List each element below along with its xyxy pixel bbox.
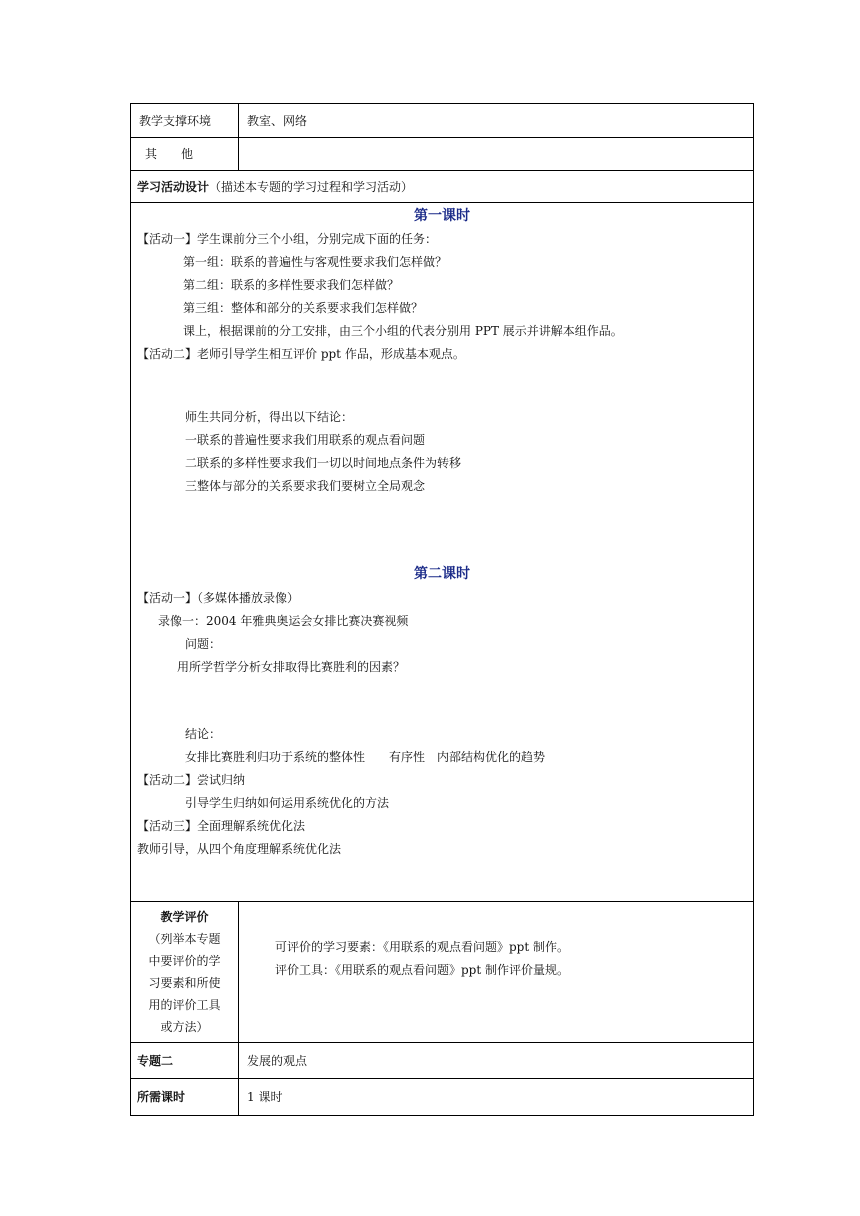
lesson2-line-7: 引导学生归纳如何运用系统优化的方法: [185, 796, 390, 810]
env-value-cell: [239, 104, 754, 138]
activity-header-row: [131, 171, 754, 203]
activity-header-bold: 学习活动设计: [137, 179, 210, 194]
other-label: 其 他: [145, 147, 194, 161]
hours-value: 1 课时: [247, 1090, 283, 1104]
lesson1-line-7: 一联系的普遍性要求我们用联系的观点看问题: [185, 433, 426, 447]
lesson2-line-2: 问题：: [185, 637, 222, 651]
lesson2-line-4: 结论：: [185, 727, 222, 741]
env-row: [131, 104, 754, 138]
lesson-plan-table: [130, 103, 754, 1116]
lesson2-line-3: 用所学哲学分析女排取得比赛胜利的因素？: [177, 660, 406, 674]
env-value: 教室、网络: [247, 113, 308, 128]
evaluation-desc-3: 用的评价工具: [148, 998, 221, 1012]
evaluation-row: [131, 902, 754, 1043]
evaluation-content-cell: [239, 902, 754, 1043]
lesson2-line-6: 【活动二】尝试归纳: [137, 773, 246, 787]
topic2-label: 专题二: [137, 1053, 174, 1068]
evaluation-title: 教学评价: [160, 910, 209, 924]
lesson2-line-9: 教师引导，从四个角度理解系统优化法: [137, 842, 342, 856]
lesson1-line-9: 三整体与部分的关系要求我们要树立全局观念: [185, 479, 426, 493]
lesson1-title: 第一课时: [414, 208, 470, 224]
hours-value-cell: [239, 1079, 754, 1116]
other-label-cell: [131, 138, 239, 171]
activity-header-cell: [131, 171, 754, 203]
lesson1-line-3: 第三组：整体和部分的关系要求我们怎样做？: [183, 301, 424, 315]
lesson2-line-5: 女排比赛胜利归功于系统的整体性 有序性 内部结构优化的趋势: [185, 750, 546, 764]
lesson1-line-2: 第二组：联系的多样性要求我们怎样做？: [183, 278, 400, 292]
env-label-cell: [131, 104, 239, 138]
evaluation-desc-2: 习要素和所使: [148, 976, 221, 990]
other-value-cell: [239, 138, 754, 171]
lesson2-line-1: 录像一：2004 年雅典奥运会女排比赛决赛视频: [158, 614, 409, 628]
lesson2-title: 第二课时: [414, 566, 470, 582]
topic2-value-cell: [239, 1043, 754, 1079]
lesson1-line-0: 【活动一】学生课前分三个小组，分别完成下面的任务：: [137, 232, 438, 246]
activity-content-cell: [131, 203, 754, 902]
topic2-label-cell: [131, 1043, 239, 1079]
evaluation-elements: 可评价的学习要素：《用联系的观点看问题》ppt 制作。: [275, 940, 570, 954]
evaluation-desc-4: 或方法）: [160, 1020, 209, 1034]
topic2-value: 发展的观点: [247, 1053, 308, 1068]
lesson1-line-8: 二联系的多样性要求我们一切以时间地点条件为转移: [185, 456, 462, 470]
evaluation-desc-1: 中要评价的学: [148, 954, 221, 968]
evaluation-desc-0: （列举本专题: [148, 932, 221, 946]
other-row: [131, 138, 754, 171]
env-label: 教学支撑环境: [139, 113, 212, 128]
activity-header-rest: （描述本专题的学习过程和学习活动）: [209, 179, 414, 194]
lesson1-line-6: 师生共同分析，得出以下结论：: [185, 410, 354, 424]
lesson2-line-0: 【活动一】（多媒体播放录像）: [137, 591, 300, 605]
hours-label: 所需课时: [137, 1090, 186, 1104]
activity-content-row: [131, 203, 754, 902]
hours-label-cell: [131, 1079, 239, 1116]
lesson2-line-8: 【活动三】全面理解系统优化法: [137, 819, 306, 833]
lesson1-line-5: 【活动二】老师引导学生相互评价 ppt 作品，形成基本观点。: [137, 347, 465, 361]
evaluation-label-cell: [131, 902, 239, 1043]
hours-row: [131, 1079, 754, 1116]
lesson1-line-4: 课上，根据课前的分工安排，由三个小组的代表分别用 PPT 展示并讲解本组作品。: [183, 324, 623, 338]
topic2-row: [131, 1043, 754, 1079]
evaluation-tools: 评价工具：《用联系的观点看问题》ppt 制作评价量规。: [275, 963, 570, 977]
lesson1-line-1: 第一组：联系的普遍性与客观性要求我们怎样做？: [183, 255, 448, 269]
